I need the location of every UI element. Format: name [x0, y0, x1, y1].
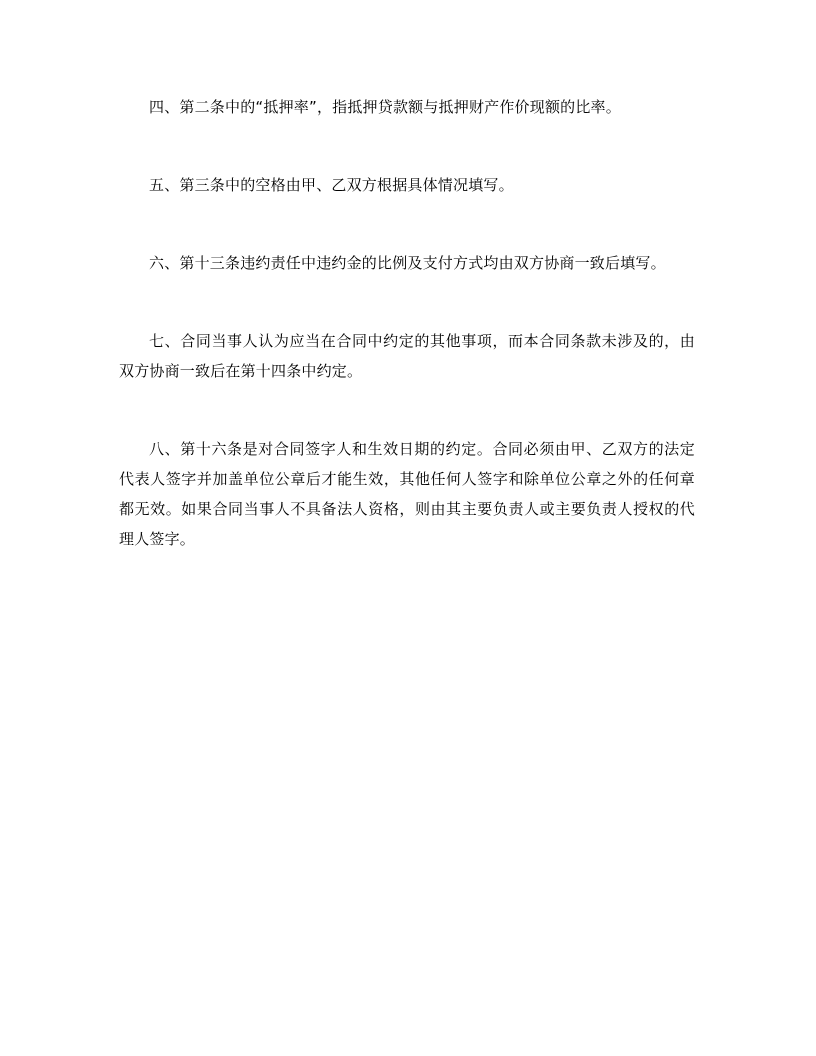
document-body [119, 92, 695, 554]
paragraph-5: 五、第三条中的空格由甲、乙双方根据具体情况填写。 [149, 176, 514, 194]
paragraph-6: 六、第十三条违约责任中违约金的比例及支付方式均由双方协商一致后填写。 [149, 254, 666, 272]
paragraph-8: 八、第十六条是对合同签字人和生效日期的约定。合同必须由甲、乙双方的法定代表人签字并加盖单位公章后才能生效，其他任何人签字和除单位公章之外的任何章都无效。如果合同当事人不具备法人资格，则由其主要负责人或主要负责人授权的代理人签字。 [119, 440, 695, 548]
paragraph-spacer [119, 386, 695, 434]
paragraph-7: 七、合同当事人认为应当在合同中约定的其他事项，而本合同条款未涉及的，由双方协商一致后在第十四条中约定。 [119, 332, 695, 380]
paragraph-4: 四、第二条中的“抵押率”，指抵押贷款额与抵押财产作价现额的比率。 [149, 98, 621, 116]
paragraph-spacer [119, 200, 695, 248]
paragraph-spacer [119, 122, 695, 170]
paragraph-spacer [119, 278, 695, 326]
